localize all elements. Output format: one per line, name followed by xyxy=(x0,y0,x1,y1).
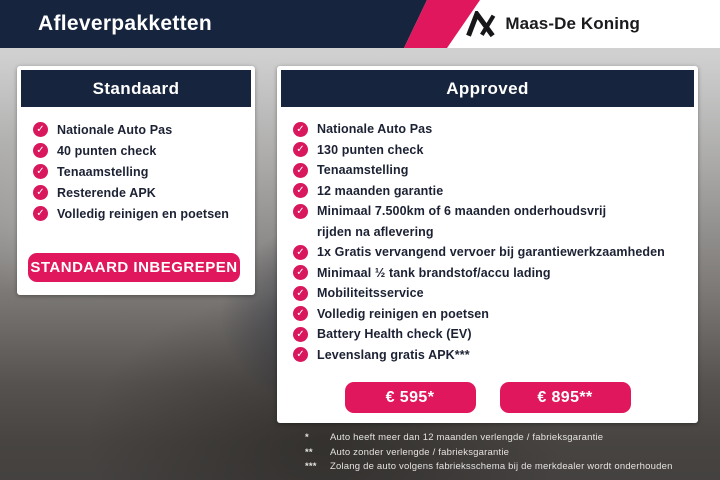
check-icon: ✓ xyxy=(293,142,308,157)
checklist-item xyxy=(33,140,245,161)
checklist-item xyxy=(293,181,688,202)
top-banner xyxy=(0,0,720,48)
footnote-marker: ** xyxy=(305,446,313,458)
checklist-item-label: 1x Gratis vervangend vervoer bij garantiewerkzaamheden xyxy=(317,245,665,260)
card-approved-checklist xyxy=(281,107,694,365)
checklist-item xyxy=(293,324,688,345)
check-icon: ✓ xyxy=(293,347,308,362)
card-standaard-title: Standaard xyxy=(21,70,251,107)
check-icon: ✓ xyxy=(293,327,308,342)
check-icon: ✓ xyxy=(33,122,48,137)
m-mountain-logo-icon xyxy=(466,11,496,37)
checklist-item xyxy=(293,304,688,325)
footnote xyxy=(305,432,673,443)
checklist-item-label: Volledig reinigen en poetsen xyxy=(317,306,490,321)
check-icon: ✓ xyxy=(293,204,308,219)
card-standaard-checklist xyxy=(21,107,251,224)
checklist-item-label: Minimaal ½ tank brandstof/accu lading xyxy=(317,265,551,280)
checklist-item-label: 12 maanden garantie xyxy=(317,183,444,198)
check-icon: ✓ xyxy=(293,183,308,198)
checklist-item-label: Tenaamstelling xyxy=(57,164,149,179)
check-icon: ✓ xyxy=(293,286,308,301)
checklist-item-label: Resterende APK xyxy=(57,185,156,200)
brand-logo xyxy=(466,0,640,48)
footnote-text: Zolang de auto volgens fabrieksschema bij de merkdealer wordt onderhouden xyxy=(330,461,673,472)
card-standaard xyxy=(17,66,255,295)
card-approved-title: Approved xyxy=(281,70,694,107)
checklist-item xyxy=(33,182,245,203)
checklist-item xyxy=(33,161,245,182)
checklist-item xyxy=(293,345,688,366)
card-approved xyxy=(277,66,698,423)
checklist-item xyxy=(33,119,245,140)
check-icon: ✓ xyxy=(33,185,48,200)
brand-name: Maas-De Koning xyxy=(505,14,640,33)
footnote-text: Auto zonder verlengde / fabrieksgarantie xyxy=(330,446,510,458)
checklist-item-label: 40 punten check xyxy=(57,143,157,158)
footnote-text: Auto heeft meer dan 12 maanden verlengde / fabrieksgarantie xyxy=(330,432,604,443)
footnote-marker: *** xyxy=(305,461,317,472)
checklist-item-label: Levenslang gratis APK*** xyxy=(317,347,470,362)
checklist-item-continuation xyxy=(293,222,688,243)
checklist-item xyxy=(293,119,688,140)
footnote xyxy=(305,447,673,458)
check-icon: ✓ xyxy=(33,206,48,221)
checklist-item xyxy=(293,283,688,304)
footnote-marker: * xyxy=(305,432,309,443)
check-icon: ✓ xyxy=(33,143,48,158)
checklist-item-label: rijden na aflevering xyxy=(317,224,434,239)
check-icon: ✓ xyxy=(293,245,308,260)
standaard-inbegrepen-button[interactable]: STANDAARD INBEGREPEN xyxy=(28,253,240,282)
check-icon: ✓ xyxy=(293,122,308,137)
checklist-item xyxy=(293,201,688,222)
checklist-item-label: Battery Health check (EV) xyxy=(317,327,472,342)
checklist-item-label: Nationale Auto Pas xyxy=(57,122,173,137)
page-title: Afleverpakketten xyxy=(38,12,213,35)
checklist-item xyxy=(293,160,688,181)
checklist-item xyxy=(33,203,245,224)
price-595-button[interactable]: € 595* xyxy=(345,382,476,413)
checklist-item-label: Tenaamstelling xyxy=(317,163,409,178)
check-icon: ✓ xyxy=(293,163,308,178)
price-button-row xyxy=(277,382,698,413)
check-icon: ✓ xyxy=(293,306,308,321)
footnote xyxy=(305,461,673,472)
checklist-item-label: Volledig reinigen en poetsen xyxy=(57,206,230,221)
checklist-item xyxy=(293,140,688,161)
check-icon: ✓ xyxy=(293,265,308,280)
price-895-button[interactable]: € 895** xyxy=(500,382,631,413)
check-icon: ✓ xyxy=(33,164,48,179)
checklist-item-label: 130 punten check xyxy=(317,142,424,157)
checklist-item xyxy=(293,263,688,284)
checklist-item-label: Mobiliteitsservice xyxy=(317,286,424,301)
checklist-item xyxy=(293,242,688,263)
checklist-item-label: Nationale Auto Pas xyxy=(317,122,433,137)
checklist-item-label: Minimaal 7.500km of 6 maanden onderhoudsvrij xyxy=(317,204,607,219)
footnotes xyxy=(305,432,673,476)
